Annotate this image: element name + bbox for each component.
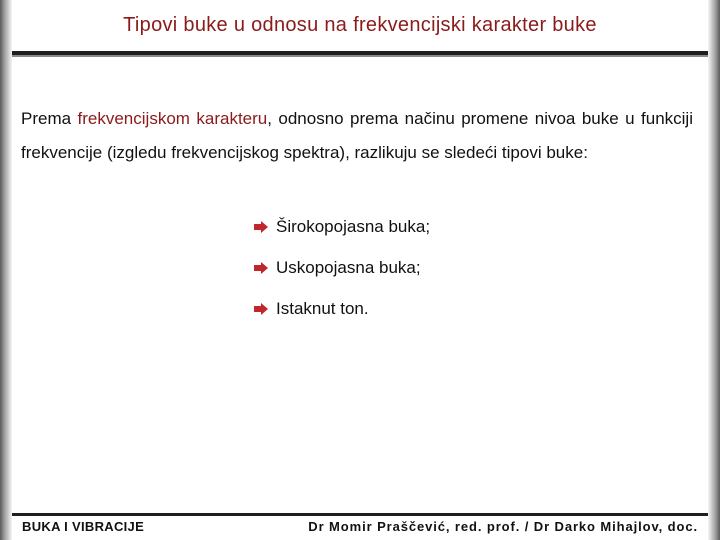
arrow-right-icon bbox=[254, 221, 268, 233]
footer-divider bbox=[12, 513, 708, 516]
footer-course-title: BUKA I VIBRACIJE bbox=[22, 519, 145, 534]
list-item bbox=[254, 206, 430, 247]
intro-highlight: frekvencijskom karakteru bbox=[77, 109, 268, 128]
intro-text-end: , odnosno prema načinu promene nivoa buke u funkciji frekvencije (izgledu frekvencijskog spektra), razlikuju se sledeći tipovi buke: bbox=[21, 109, 693, 162]
list-item-label: Uskopojasna buka; bbox=[276, 257, 421, 277]
list-item bbox=[254, 247, 430, 288]
list-item-label: Širokopojasna buka; bbox=[276, 216, 431, 236]
left-edge-shading bbox=[0, 0, 12, 540]
right-edge-shading bbox=[708, 0, 720, 540]
footer-authors: Dr Momir Praščević, red. prof. / Dr Darko Mihajlov, doc. bbox=[308, 519, 698, 534]
title-divider-shadow bbox=[12, 55, 708, 57]
slide-title: Tipovi buke u odnosu na frekvencijski karakter buke bbox=[123, 14, 597, 36]
arrow-right-icon bbox=[254, 303, 268, 315]
list-item bbox=[254, 288, 430, 329]
arrow-right-icon bbox=[254, 262, 268, 274]
noise-type-list bbox=[254, 206, 430, 329]
intro-paragraph bbox=[21, 102, 693, 170]
intro-text-start: Prema bbox=[21, 109, 78, 128]
list-item-label: Istaknut ton. bbox=[276, 298, 369, 318]
